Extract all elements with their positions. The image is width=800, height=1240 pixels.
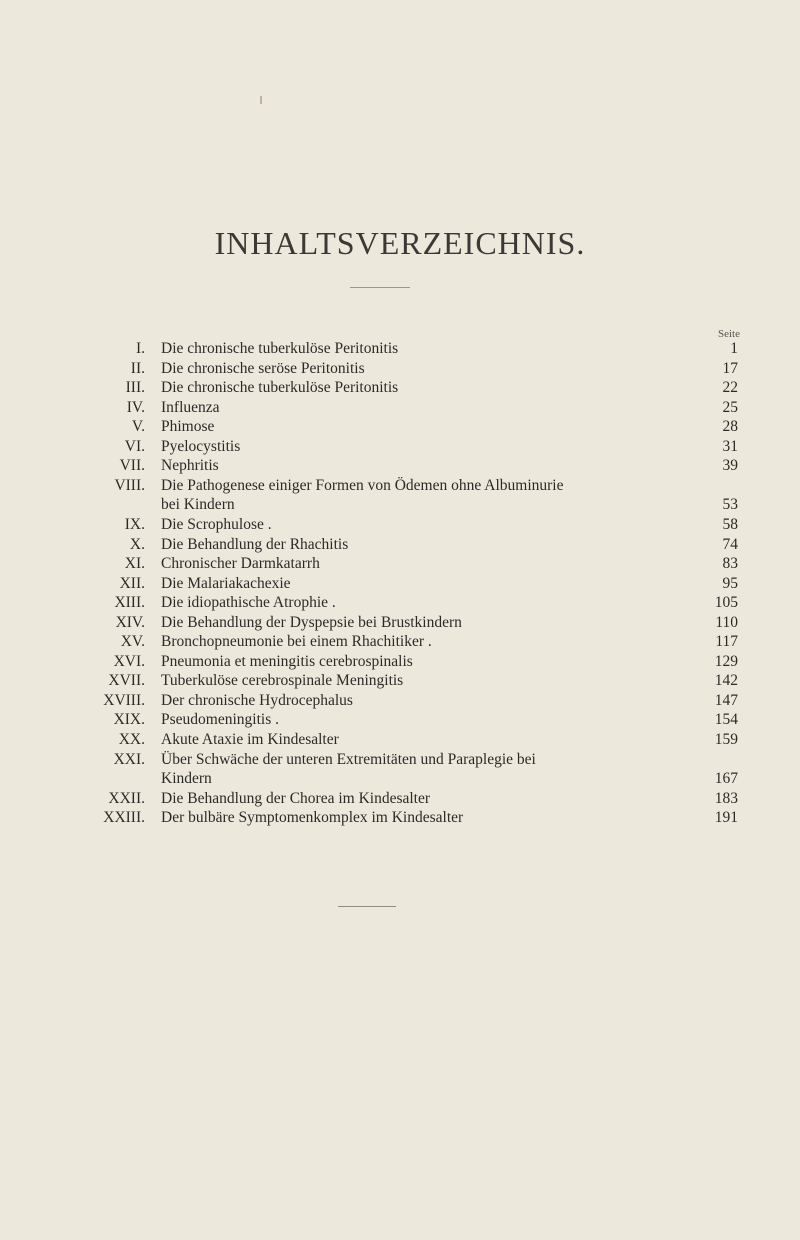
toc-row <box>0 398 800 417</box>
chapter-title: Die Behandlung der Dyspepsie bei Brustkindern <box>161 613 462 631</box>
page-number: 83 <box>722 555 738 573</box>
chapter-number: XVIII. <box>103 691 145 709</box>
page-number: 159 <box>714 731 738 748</box>
toc-row <box>0 378 800 397</box>
chapter-number: VI. <box>124 437 145 455</box>
chapter-title: Kindern <box>161 770 212 788</box>
title-divider <box>350 287 410 288</box>
page-number: 167 <box>714 770 738 788</box>
toc-row <box>0 671 800 690</box>
chapter-title: Bronchopneumonie bei einem Rhachitiker . <box>161 633 432 651</box>
page-number: 191 <box>714 809 738 827</box>
toc-row <box>0 652 800 671</box>
chapter-title: Tuberkulöse cerebrospinale Meningitis <box>161 672 404 690</box>
page-number: 22 <box>722 379 738 397</box>
page-number: 129 <box>714 652 738 670</box>
chapter-title: Die Malariakachexie <box>161 574 291 592</box>
page-number: 25 <box>722 398 738 416</box>
toc-row <box>0 437 800 456</box>
closing-divider <box>338 906 396 907</box>
chapter-title: Akute Ataxie im Kindesalter <box>161 731 339 748</box>
toc-row <box>0 339 800 358</box>
chapter-number: VII. <box>119 457 145 475</box>
chapter-title: Der bulbäre Symptomenkomplex im Kindesalter <box>161 809 464 827</box>
toc-row <box>0 691 800 710</box>
toc-row <box>0 730 800 749</box>
page-number: 142 <box>714 672 738 690</box>
chapter-title: Die Behandlung der Rhachitis <box>161 535 349 553</box>
page-number: 95 <box>722 574 738 592</box>
chapter-number: III. <box>125 379 145 397</box>
page-number: 147 <box>714 691 738 709</box>
chapter-title: Chronischer Darmkatarrh <box>161 555 320 573</box>
toc-row <box>0 808 800 827</box>
toc-row <box>0 456 800 475</box>
toc-row <box>0 554 800 573</box>
chapter-number: X. <box>129 535 145 553</box>
chapter-title: bei Kindern <box>161 496 235 514</box>
chapter-number: XIV. <box>115 613 145 631</box>
toc-row <box>0 613 800 632</box>
chapter-title: Die chronische seröse Peritonitis <box>161 359 365 377</box>
page-column-header: Seite <box>718 328 740 340</box>
toc-row <box>0 574 800 593</box>
chapter-number: XXI. <box>113 750 145 768</box>
page-number: 39 <box>722 457 738 475</box>
chapter-number: XX. <box>118 731 145 748</box>
chapter-title: Der chronische Hydrocephalus <box>161 691 353 709</box>
chapter-title: Influenza <box>161 398 220 416</box>
chapter-number: IX. <box>124 515 145 533</box>
toc-row <box>0 750 800 769</box>
chapter-number: I. <box>135 340 145 357</box>
chapter-title: Die chronische tuberkulöse Peritonitis <box>161 379 399 397</box>
chapter-number: XV. <box>120 633 145 651</box>
page-number: 74 <box>722 535 738 553</box>
page-number: 105 <box>714 594 738 612</box>
chapter-title: Nephritis <box>161 457 219 475</box>
toc-row <box>0 535 800 554</box>
page-number: 58 <box>722 515 738 533</box>
chapter-title: Die idiopathische Atrophie . <box>161 594 336 612</box>
chapter-title: Die Scrophulose . <box>161 515 272 533</box>
chapter-title: Die Behandlung der Chorea im Kindesalter <box>161 789 431 807</box>
page-number: 17 <box>722 359 738 377</box>
toc-row <box>0 476 800 495</box>
toc-row <box>0 495 800 514</box>
toc-row <box>0 769 800 788</box>
page-number: 53 <box>722 496 738 514</box>
chapter-title: Pseudomeningitis . <box>161 711 279 729</box>
page-number: 183 <box>714 789 738 807</box>
chapter-number: IV. <box>126 398 145 416</box>
chapter-number: XXIII. <box>103 809 145 827</box>
page-title: INHALTSVERZEICHNIS. <box>214 225 586 261</box>
chapter-title: Pneumonia et meningitis cerebrospinalis <box>161 652 413 670</box>
chapter-number: XI. <box>124 555 145 573</box>
page-number: 28 <box>722 418 738 436</box>
toc-row <box>0 359 800 378</box>
page-number: 117 <box>715 633 738 651</box>
toc-row <box>0 710 800 729</box>
page-number: 31 <box>722 437 738 455</box>
chapter-title: Pyelocystitis <box>161 437 241 455</box>
page-speck <box>260 96 262 104</box>
chapter-number: XII. <box>119 574 145 592</box>
chapter-number: II. <box>130 359 145 377</box>
page-number: 1 <box>730 340 738 357</box>
toc-row <box>0 789 800 808</box>
toc-row <box>0 632 800 651</box>
chapter-title: Die Pathogenese einiger Formen von Ödemen ohne Albuminurie <box>161 476 564 494</box>
chapter-title: Über Schwäche der unteren Extremitäten und Paraplegie bei <box>161 750 536 768</box>
chapter-number: V. <box>131 418 145 436</box>
toc-row <box>0 593 800 612</box>
chapter-title: Die chronische tuberkulöse Peritonitis <box>161 340 399 357</box>
page-number: 154 <box>714 711 738 729</box>
chapter-number: XIII. <box>114 594 145 612</box>
toc-row <box>0 417 800 436</box>
chapter-number: XIX. <box>113 711 145 729</box>
page-number: 110 <box>715 613 738 631</box>
toc-row <box>0 515 800 534</box>
chapter-number: XVII. <box>108 672 145 690</box>
chapter-title: Phimose <box>161 418 215 436</box>
chapter-number: XXII. <box>108 789 145 807</box>
chapter-number: XVI. <box>113 652 145 670</box>
chapter-number: VIII. <box>114 476 145 494</box>
